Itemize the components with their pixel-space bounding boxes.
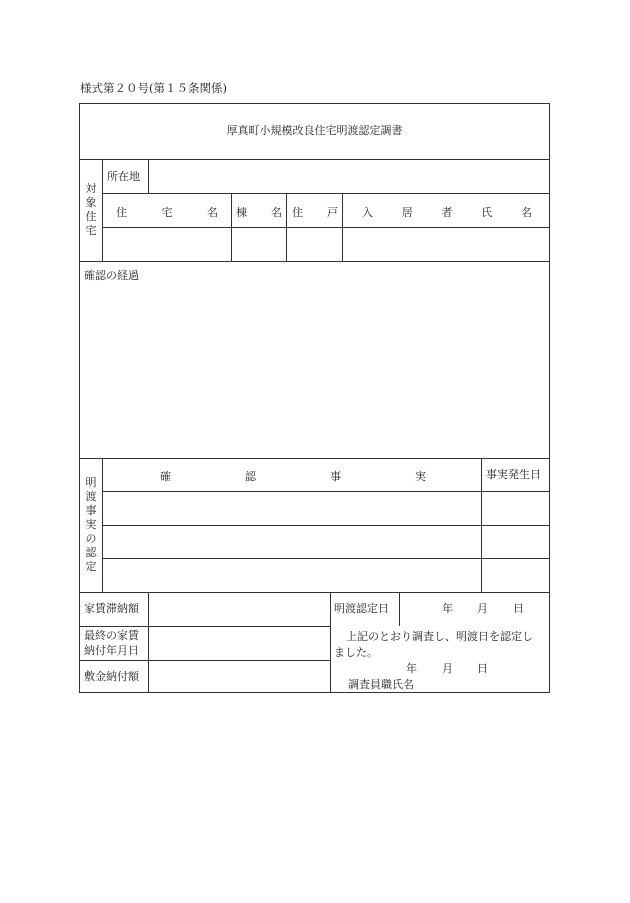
col-housing-name: 住 宅 名	[116, 206, 218, 219]
confirmation-process-field[interactable]	[84, 286, 544, 454]
col-building: 棟 名	[236, 206, 282, 219]
document-title: 厚真町小規模改良住宅明渡認定調書	[226, 124, 403, 137]
resident-field[interactable]	[342, 227, 549, 261]
building-field[interactable]	[231, 227, 286, 261]
divider	[80, 261, 549, 262]
divider	[399, 592, 400, 626]
target-housing-label: 対 象 住 宅	[85, 182, 97, 237]
confirmation-process-label: 確認の経過	[84, 269, 139, 282]
investigation-day-unit: 日	[477, 662, 488, 675]
certification-date-label: 明渡認定日	[334, 602, 389, 615]
cert-day-unit: 日	[513, 602, 524, 615]
rent-arrears-label: 家賃滞納額	[84, 602, 139, 615]
col-fact-date: 事実発生日	[486, 468, 541, 481]
form-number: 様式第２０号(第１５条関係)	[80, 81, 227, 95]
fact-date-field[interactable]	[481, 558, 549, 592]
fact-field[interactable]	[102, 491, 481, 525]
cert-month-unit: 月	[477, 602, 488, 615]
col-unit: 住 戸	[292, 206, 338, 219]
cert-year-unit: 年	[442, 602, 453, 615]
divider	[102, 193, 549, 194]
housing-name-field[interactable]	[102, 227, 231, 261]
location-field[interactable]	[148, 159, 549, 193]
certification-statement-line2: ました。	[334, 646, 378, 659]
divider	[330, 592, 331, 692]
fact-date-field[interactable]	[481, 525, 549, 558]
deposit-field[interactable]	[148, 660, 330, 692]
last-payment-field[interactable]	[148, 626, 330, 660]
deposit-label: 敷金納付額	[84, 670, 139, 683]
col-resident: 入 居 者 氏 名	[362, 206, 532, 219]
fact-field[interactable]	[102, 525, 481, 558]
rent-arrears-field[interactable]	[148, 592, 330, 626]
last-payment-label-line1: 最終の家賃	[84, 629, 139, 642]
unit-field[interactable]	[286, 227, 342, 261]
investigation-month-unit: 月	[442, 662, 453, 675]
form-frame	[79, 103, 550, 693]
vacating-fact-label: 明 渡 事 実 の 認 定	[85, 476, 97, 573]
divider	[80, 458, 549, 459]
location-label: 所在地	[107, 170, 140, 183]
col-confirmed-fact: 確 認 事 実	[160, 470, 426, 483]
investigation-year-unit: 年	[406, 662, 417, 675]
last-payment-label-line2: 納付年月日	[84, 644, 139, 657]
fact-field[interactable]	[102, 558, 481, 592]
investigator-label: 調査員職氏名	[348, 678, 414, 691]
certification-statement-line1: 上記のとおり調査し、明渡日を認定し	[346, 630, 533, 643]
fact-date-field[interactable]	[481, 491, 549, 525]
